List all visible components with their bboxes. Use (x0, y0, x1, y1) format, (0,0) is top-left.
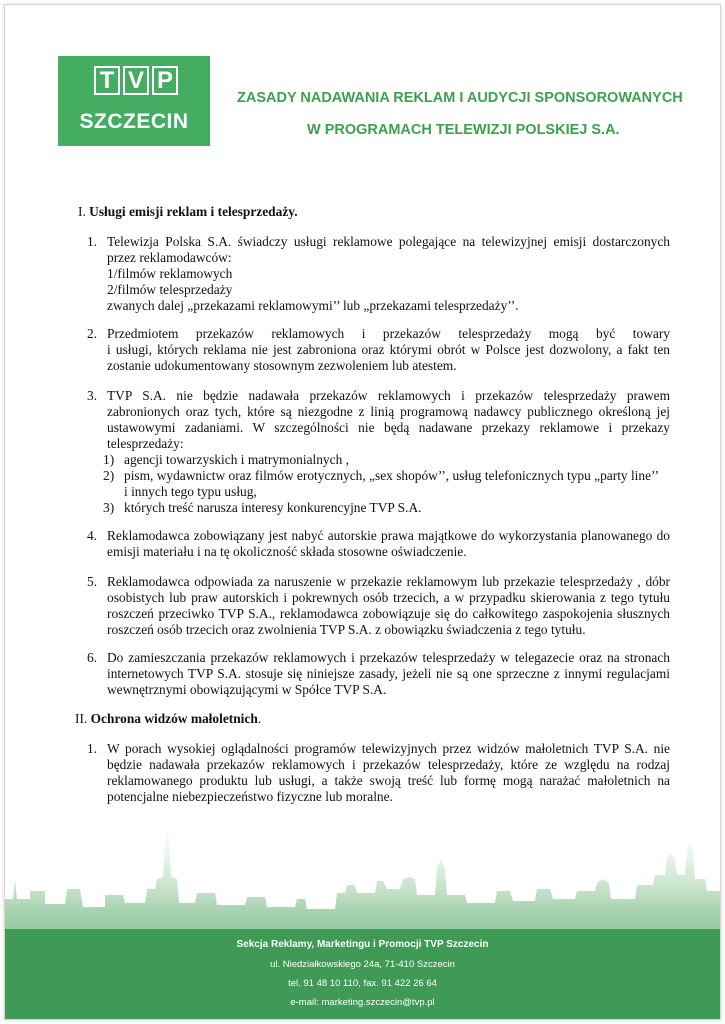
subitem-number: 3) (103, 500, 115, 515)
subitem-number: 1) (103, 452, 115, 467)
subitem-number: 2) (103, 468, 115, 483)
item-number: 1. (87, 234, 98, 249)
footer-address: ul. Niedziałkowskiego 24a, 71-410 Szczecin (270, 959, 455, 970)
section-1-heading: I. Usługi emisji reklam i telesprzedaży. (78, 204, 298, 219)
tvp-szczecin-logo (58, 56, 210, 146)
document-title-line2: W PROGRAMACH TELEWIZJI POLSKIEJ S.A. (307, 122, 620, 138)
item-number: 5. (87, 574, 98, 589)
logo-letter-t: T (94, 66, 120, 95)
item-number: 3. (87, 388, 98, 403)
paragraph-s2-1: W porach wysokiej oglądalności programów telewizyjnych przez widzów małoletnich TVP S.A. nie będzie nadawała przekazów reklamowych i przekazów telesprzedaży, które ze względu na rodzaj reklamowanego produktu lub usługi, a także swoją treść lub formę mogą narażać małoletnich na potencjalne niebezpieczeństwo fizyczne lub moralne. (107, 741, 670, 804)
footer-band (5, 929, 720, 1019)
footer-phone: tel. 91 48 10 110, fax. 91 422 26 64 (288, 978, 437, 989)
logo-letter-v: V (123, 66, 149, 95)
subitem-3: których treść narusza interesy konkurencyjne TVP S.A. (124, 500, 422, 515)
subitem-2: pism, wydawnictw oraz filmów erotycznych, „sex shopów’’, usług telefonicznych typu „party line’’ i innych tego typu usług, (124, 468, 659, 499)
logo-letter-p: P (152, 66, 178, 95)
paragraph-1: Telewizja Polska S.A. świadczy usługi reklamowe polegające na telewizyjnej emisji dostarczonych przez reklamodawców: 1/filmów reklamowych 2/filmów telesprzedaży zwanych dalej „przekazami reklamowymi’’ lub „przekazami telesprzedaży’’. (107, 234, 670, 313)
item-number: 2. (87, 326, 98, 341)
footer-department: Sekcja Reklamy, Marketingu i Promocji TVP Szczecin (236, 939, 489, 950)
subitem-1: agencji towarzyskich i matrymonialnych , (124, 452, 349, 467)
logo-city: SZCZECIN (79, 110, 189, 133)
document-title-line1: ZASADY NADAWANIA REKLAM I AUDYCJI SPONSOROWANYCH (237, 90, 683, 106)
paragraph-2: Przedmiotem przekazów reklamowych i przekazów telesprzedaży mogą być towary i usługi, których reklama nie jest zabroniona oraz którymi obrót w Polsce jest dozwolony, a fakt ten zostanie udokumentowany stosownym zezwoleniem lub atestem. (107, 326, 670, 373)
paragraph-4: Reklamodawca zobowiązany jest nabyć autorskie prawa majątkowe do wykorzystania planowanego do emisji materiału i na tę okoliczność składa stosowne oświadczenie. (107, 528, 670, 559)
item-number: 1. (87, 741, 98, 756)
tvp-letters (94, 66, 178, 95)
item-number: 6. (87, 650, 98, 665)
section-2-heading: II. Ochrona widzów małoletnich. (75, 711, 262, 726)
paragraph-5: Reklamodawca odpowiada za naruszenie w przekazie reklamowym lub przekazie telesprzedaży , dóbr osobistych lub praw autorskich i pokrewnych osób trzecich, a w przypadku skierowania z tego tytułu roszczeń przeciwko TVP S.A., reklamodawca zobowiązuje się do całkowitego zaspokojenia słusznych roszczeń osób trzecich oraz zwolnienia TVP S.A. z obowiązku świadczenia z tego tytułu. (107, 574, 670, 637)
paragraph-6: Do zamieszczania przekazów reklamowych i przekazów telesprzedaży w telegazecie oraz na stronach internetowych TVP S.A. stosuje się niniejsze zasady, jeżeli nie są one sprzeczne z innymi regulacjami wewnętrznymi obowiązującymi w Spółce TVP S.A. (107, 650, 670, 697)
item-number: 4. (87, 528, 98, 543)
paragraph-3: TVP S.A. nie będzie nadawała przekazów reklamowych i przekazów telesprzedaży prawem zabronionych oraz tych, które są niezgodne z linią programową nadawcy publicznego określoną jej ustawowymi zadaniami. W szczególności nie będą nadawane przekazy reklamowe i przekazy telesprzedaży: (107, 388, 670, 451)
footer-email[interactable]: e-mail: marketing.szczecin@tvp.pl (290, 997, 435, 1008)
